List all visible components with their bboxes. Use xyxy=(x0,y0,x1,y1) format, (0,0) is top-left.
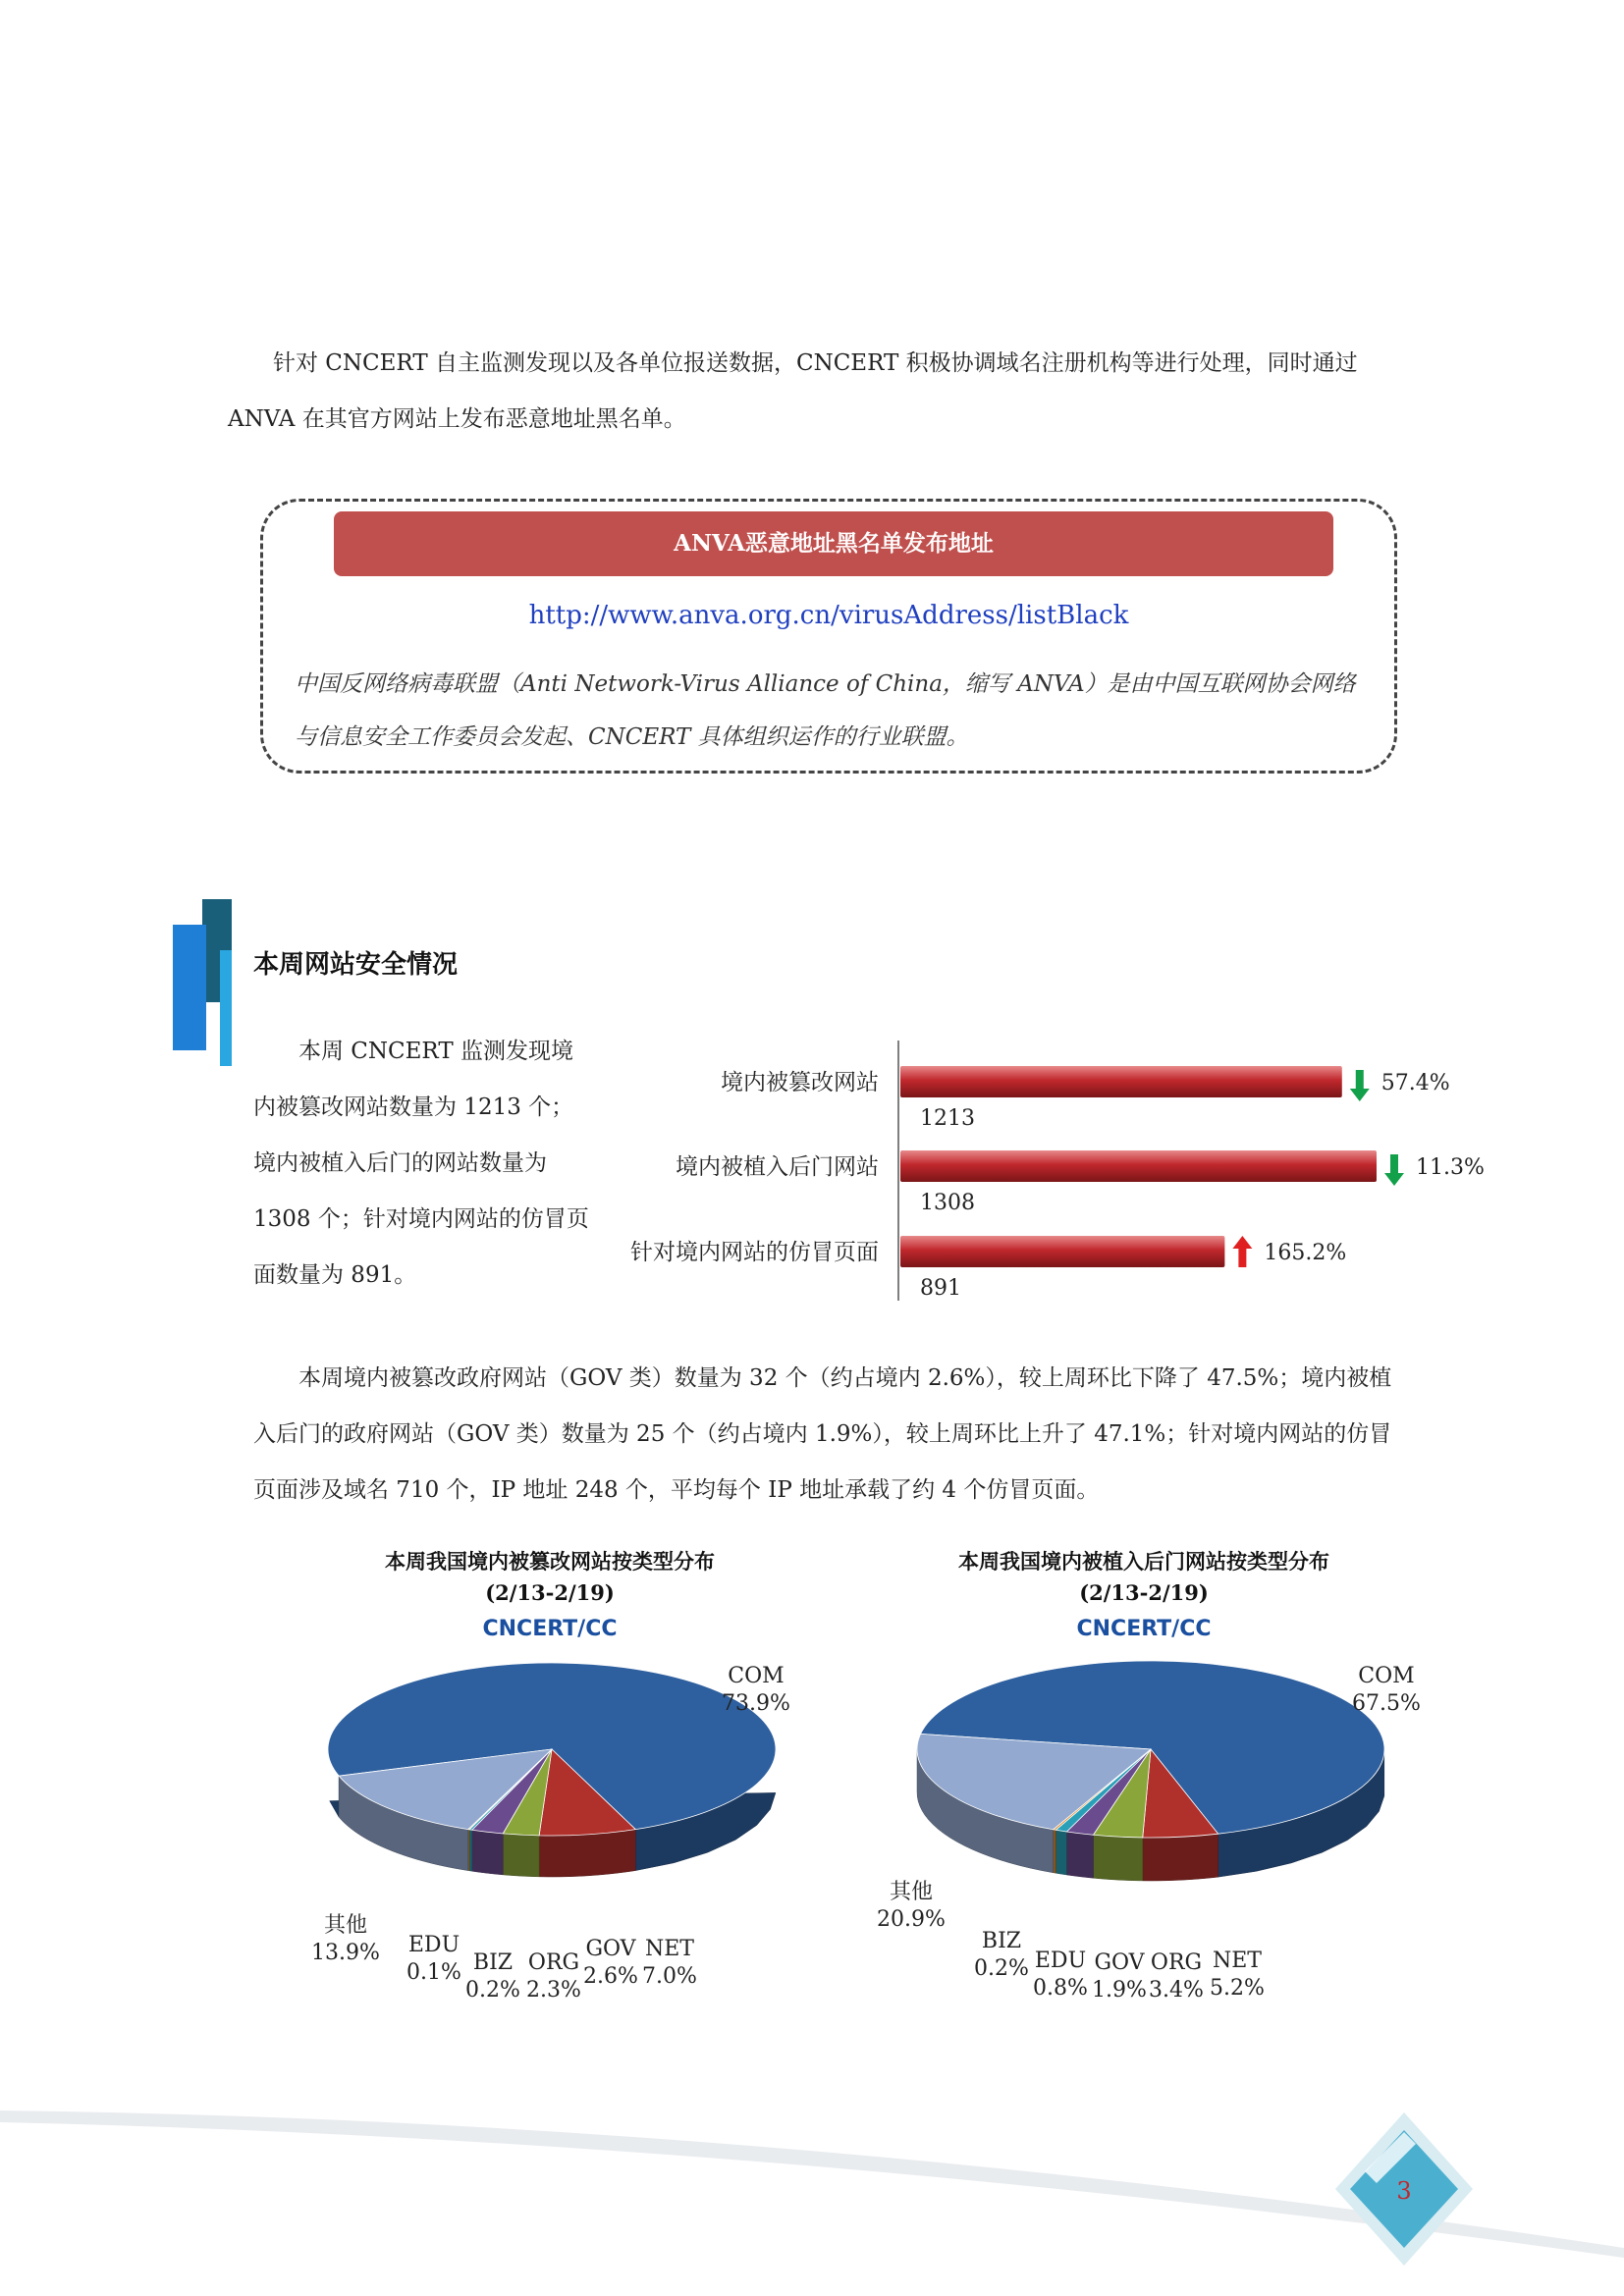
pie-slice-label: COM xyxy=(728,1664,785,1688)
pie-slice-percent: 5.2% xyxy=(1210,1976,1265,2001)
pie1-title: 本周我国境内被篡改网站按类型分布 xyxy=(385,1549,715,1574)
page-footer xyxy=(0,2061,1624,2296)
pie2-title: 本周我国境内被植入后门网站按类型分布 xyxy=(958,1549,1329,1574)
bar-mark xyxy=(900,1236,1224,1267)
pie-slice-percent: 67.5% xyxy=(1352,1691,1421,1716)
pie-slice-label: ORG xyxy=(1150,1950,1203,1975)
pie-slice-side xyxy=(1056,1830,1066,1875)
pie-slice-percent: 0.2% xyxy=(465,1978,520,2002)
pie-slice-percent: 3.4% xyxy=(1149,1978,1204,2002)
pie-slice-label: GOV xyxy=(1094,1950,1145,1975)
pie-slice-label: COM xyxy=(1358,1664,1415,1688)
pie-slice-label: BIZ xyxy=(981,1929,1022,1953)
pie-slice-percent: 13.9% xyxy=(311,1941,380,1965)
pie1-subtitle: (2/13-2/19) xyxy=(485,1580,615,1605)
pie-slice-label: ORG xyxy=(527,1950,580,1975)
bar-category-label: 针对境内网站的仿冒页面 xyxy=(630,1240,879,1265)
pie-slice-label: 其他 xyxy=(323,1913,368,1938)
pie-slice-percent: 20.9% xyxy=(877,1907,946,1932)
section-title: 本周网站安全情况 xyxy=(253,950,459,980)
pie-slice-side xyxy=(469,1830,472,1871)
arrow-down-icon xyxy=(1384,1154,1404,1186)
pie-slice-side xyxy=(472,1830,504,1875)
pie-slice-side xyxy=(1143,1834,1218,1881)
pie-slice-percent: 1.9% xyxy=(1092,1978,1147,2002)
pie-slice-label: 其他 xyxy=(889,1880,934,1904)
anva-blacklist-link[interactable]: http://www.anva.org.cn/virusAddress/listBlack xyxy=(528,601,1129,630)
anva-description: 中国反网络病毒联盟（Anti Network-Virus Alliance of China，缩写 ANVA）是由中国互联网协会网络与信息安全工作委员会发起、CNCERT 具体组织运作的行业联盟。 xyxy=(295,671,1356,750)
pie-slice-percent: 2.6% xyxy=(583,1964,638,1989)
arrow-down-icon xyxy=(1350,1070,1370,1101)
pie-slice-side xyxy=(539,1830,635,1877)
backdoor-sites-pie-chart xyxy=(864,1531,1453,2012)
bar-value-label: 891 xyxy=(920,1276,961,1301)
pie2-subtitle: (2/13-2/19) xyxy=(1079,1580,1209,1605)
pie1-logo: CNCERT/CC xyxy=(482,1617,618,1641)
bar-value-label: 1308 xyxy=(920,1191,975,1215)
pie-slice-label: NET xyxy=(645,1937,694,1961)
page-number: 3 xyxy=(1396,2177,1412,2205)
pie-slice-side xyxy=(1054,1830,1056,1873)
intro-paragraph: 针对 CNCERT 自主监测发现以及各单位报送数据，CNCERT 积极协调域名注册机构等进行处理，同时通过 ANVA 在其官方网站上发布恶意地址黑名单。 xyxy=(228,350,1358,432)
bar-category-label: 境内被植入后门网站 xyxy=(676,1154,879,1180)
section-marker-icon xyxy=(173,899,236,1066)
bar-change-label: 11.3% xyxy=(1416,1155,1485,1180)
pie-slice-percent: 2.3% xyxy=(526,1978,581,2002)
bar-change-label: 57.4% xyxy=(1380,1071,1450,1095)
tampered-sites-pie-chart xyxy=(285,1531,835,2012)
pie-slice-label: EDU xyxy=(407,1933,460,1957)
pie-slice-percent: 0.1% xyxy=(406,1960,461,1985)
page-number-badge xyxy=(1335,2112,1473,2266)
pie-slice-side xyxy=(1093,1835,1142,1881)
bar-mark xyxy=(900,1066,1342,1097)
paragraph-gov-stats: 本周境内被篡改政府网站（GOV 类）数量为 32 个（约占境内 2.6%），较上周环比下降了 47.5%；境内被植入后门的政府网站（GOV 类）数量为 25 个（约占境内 1.9%），较上周环比上升了 47.1%；针对境内网站的仿冒页面涉及域名 710 个，IP 地址 248 个，平均每个 IP 地址承载了约 4 个仿冒页面。 xyxy=(253,1365,1392,1503)
pie2-logo: CNCERT/CC xyxy=(1076,1617,1212,1641)
pie-slice-side xyxy=(1066,1832,1093,1878)
pie-slice-label: EDU xyxy=(1034,1949,1087,1973)
anva-box-title: ANVA恶意地址黑名单发布地址 xyxy=(334,511,1333,576)
section-summary: 本周 CNCERT 监测发现境内被篡改网站数量为 1213 个；境内被植入后门的网站数量为 1308 个；针对境内网站的仿冒页面数量为 891。 xyxy=(253,1039,589,1288)
pie-slice-label: NET xyxy=(1213,1949,1262,1973)
bar-mark xyxy=(900,1150,1377,1182)
bar-change-label: 165.2% xyxy=(1264,1241,1347,1265)
pie-slice-percent: 0.2% xyxy=(974,1956,1029,1981)
pie-slice-percent: 0.8% xyxy=(1033,1976,1088,2001)
pie-slice-side xyxy=(503,1834,539,1877)
pie-slice-percent: 7.0% xyxy=(642,1964,697,1989)
pie-slice-percent: 73.9% xyxy=(722,1691,790,1716)
pie-slice-label: GOV xyxy=(585,1937,636,1961)
pie-slice-label: BIZ xyxy=(472,1950,514,1975)
site-security-bar-chart xyxy=(589,1041,1492,1306)
arrow-up-icon xyxy=(1232,1236,1252,1267)
bar-category-label: 境内被篡改网站 xyxy=(721,1070,879,1095)
bar-value-label: 1213 xyxy=(920,1106,975,1131)
